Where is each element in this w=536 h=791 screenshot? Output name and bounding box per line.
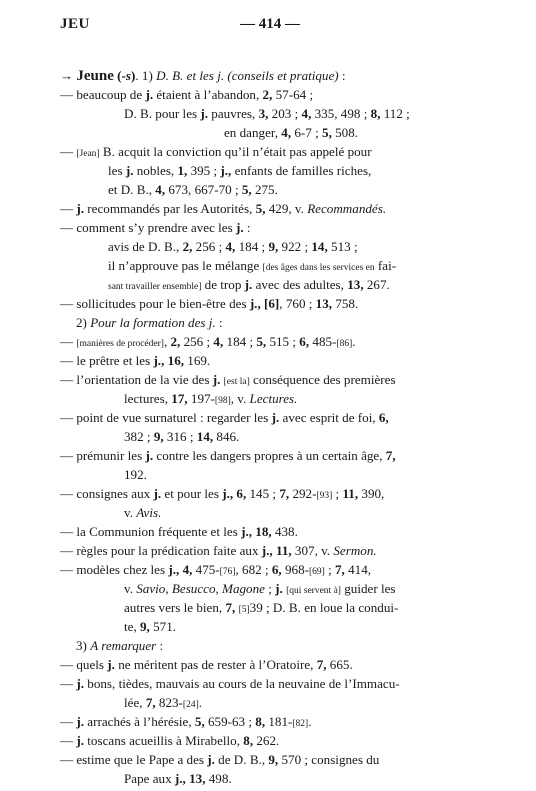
page-header bbox=[60, 16, 478, 36]
index-line: — point de vue surnaturel : regarder les j. avec esprit de foi, 6, bbox=[60, 410, 389, 425]
index-line: — [Jean] B. acquit la conviction qu’il n’était pas appelé pour bbox=[60, 144, 372, 159]
index-line: avis de D. B., 2, 256 ; 4, 184 ; 9, 922 ; 14, 513 ; bbox=[108, 239, 358, 254]
index-line: et D. B., 4, 673, 667-70 ; 5, 275. bbox=[108, 182, 278, 197]
index-line: — estime que le Pape a des j. de D. B., 9, 570 ; consignes du bbox=[60, 752, 380, 767]
index-line: autres vers le bien, 7, [5]39 ; D. B. en loue la condui- bbox=[124, 600, 399, 615]
index-line: — j. bons, tièdes, mauvais au cours de la neuvaine de l’Immacu- bbox=[60, 676, 400, 691]
index-line: v. Avis. bbox=[124, 505, 162, 520]
index-line: — le prêtre et les j., 16, 169. bbox=[60, 353, 211, 368]
index-line: Pape aux j., 13, 498. bbox=[124, 771, 232, 786]
index-line: — règles pour la prédication faite aux j., 11, 307, v. Sermon. bbox=[60, 543, 377, 558]
index-line: 382 ; 9, 316 ; 14, 846. bbox=[124, 429, 240, 444]
page-number: — 414 — bbox=[240, 16, 300, 32]
index-line: — consignes aux j. et pour les j., 6, 145 ; 7, 292-[93] ; 11, 390, bbox=[60, 486, 385, 501]
index-line: → Jeune (-s). 1) D. B. et les j. (conseils et pratique) : bbox=[60, 68, 346, 84]
index-line: D. B. pour les j. pauvres, 3, 203 ; 4, 335, 498 ; 8, 112 ; bbox=[124, 106, 410, 121]
index-line: lectures, 17, 197-[98], v. Lectures. bbox=[124, 391, 298, 406]
index-line: — beaucoup de j. étaient à l’abandon, 2, 57-64 ; bbox=[60, 87, 314, 102]
index-line: — j. arrachés à l’hérésie, 5, 659-63 ; 8, 181-[82]. bbox=[60, 714, 312, 729]
index-line: te, 9, 571. bbox=[124, 619, 177, 634]
index-line: — modèles chez les j., 4, 475-[76], 682 ; 6, 968-[69] ; 7, 414, bbox=[60, 562, 372, 577]
index-line: — quels j. ne méritent pas de rester à l’Oratoire, 7, 665. bbox=[60, 657, 353, 672]
index-line: — j. toscans acueillis à Mirabello, 8, 262. bbox=[60, 733, 280, 748]
index-line: — la Communion fréquente et les j., 18, 438. bbox=[60, 524, 298, 539]
index-line: les j. nobles, 1, 395 ; j., enfants de familles riches, bbox=[108, 163, 372, 178]
running-head: JEU bbox=[60, 16, 90, 32]
index-line: en danger, 4, 6-7 ; 5, 508. bbox=[224, 125, 359, 140]
index-line: lée, 7, 823-[24]. bbox=[124, 695, 203, 710]
index-line: il n’approuve pas le mélange [des âges dans les services en fai- bbox=[108, 258, 397, 273]
index-line: 3) A remarquer : bbox=[76, 638, 164, 653]
index-line: 192. bbox=[124, 467, 147, 482]
index-line: — comment s’y prendre avec les j. : bbox=[60, 220, 251, 235]
index-line: — sollicitudes pour le bien-être des j., [6], 760 ; 13, 758. bbox=[60, 296, 359, 311]
index-line: — j. recommandés par les Autorités, 5, 429, v. Recommandés. bbox=[60, 201, 387, 216]
index-line: 2) Pour la formation des j. : bbox=[76, 315, 223, 330]
index-line: — prémunir les j. contre les dangers propres à un certain âge, 7, bbox=[60, 448, 396, 463]
index-line: v. Savio, Besucco, Magone ; j. [qui servent à] guider les bbox=[124, 581, 396, 596]
index-line: — [manières de procéder], 2, 256 ; 4, 184 ; 5, 515 ; 6, 485-[86]. bbox=[60, 334, 356, 349]
index-line: — l’orientation de la vie des j. [est la] conséquence des premières bbox=[60, 372, 396, 387]
index-line: sant travailler ensemble] de trop j. avec des adultes, 13, 267. bbox=[108, 277, 390, 292]
